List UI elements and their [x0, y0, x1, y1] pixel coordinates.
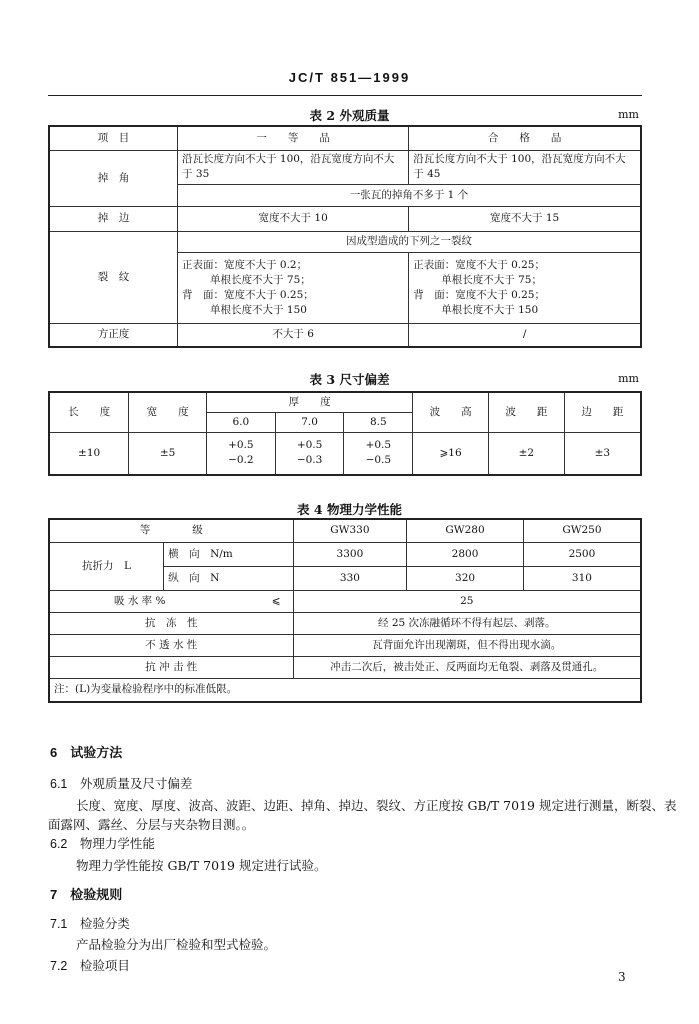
- t3-t70-upper: +0.5: [296, 439, 323, 452]
- t3-head-length: 长 度: [49, 392, 129, 432]
- t4-water-absorption-sign: ⩽: [271, 594, 281, 607]
- t3-wave-pitch-value: ±2: [488, 432, 564, 475]
- t4-transverse-gw330: 3300: [293, 542, 407, 566]
- t3-wave-height-value: ⩾16: [413, 432, 489, 475]
- table2-caption: 表 2 外观质量: [309, 108, 390, 123]
- t3-edge-pitch-value: ±3: [564, 432, 641, 475]
- t4-frost-label: 抗 冻 性: [49, 612, 293, 634]
- liewen-qualified-line: 正表面：宽度不大于 0.25；: [413, 258, 545, 271]
- diaojiao-common: 一张瓦的掉角不多于 1 个: [178, 184, 641, 206]
- t3-t85-upper: +0.5: [365, 439, 392, 452]
- fangzheng-qualified: /: [409, 323, 641, 347]
- table2-head-first: 一 等 品: [178, 126, 409, 150]
- liewen-first-line: 单根长度不大于 150: [210, 303, 307, 316]
- fangzheng-first: 不大于 6: [178, 323, 409, 347]
- section-6-1-para-line2: 面露网、露丝、分层与夹杂物目测。。: [48, 817, 255, 832]
- t4-grade-gw280: GW280: [407, 519, 524, 542]
- diaobian-qualified: 宽度不大于 15: [409, 206, 641, 231]
- liewen-qualified-line: 单根长度不大于 150: [441, 303, 539, 316]
- table2-appearance-quality: [48, 125, 642, 348]
- liewen-qualified-line: 背 面：宽度不大于 0.25；: [413, 288, 545, 301]
- t3-head-edge-pitch: 边 距: [564, 392, 641, 432]
- t4-longitudinal-gw280: 320: [407, 566, 524, 590]
- liewen-qualified-line: 单根长度不大于 75；: [441, 273, 542, 286]
- section-7-2-heading: 7.2 检验项目: [50, 959, 130, 973]
- t4-grade-label: 等 级: [49, 519, 293, 542]
- diaojiao-first: 沿瓦长度方向不大于 100，沿瓦宽度方向不大于 35: [178, 150, 409, 184]
- t3-head-wave-pitch: 波 距: [488, 392, 564, 432]
- t3-t85-lower: −0.5: [365, 454, 392, 467]
- table3-dimension-deviation: [48, 391, 642, 476]
- section-6-1-heading: 6.1 外观质量及尺寸偏差: [50, 777, 193, 791]
- liewen-first-line: 正表面：宽度不大于 0.2；: [182, 258, 308, 271]
- t4-impact-value: 冲击二次后，被击处正、反两面均无龟裂、剥落及贯通孔。: [293, 656, 641, 678]
- table2-head-qualified: 合 格 品: [409, 126, 641, 150]
- table4-caption: 表 4 物理力学性能: [297, 502, 402, 517]
- t3-width-value: ±5: [129, 432, 207, 475]
- t3-head-wave-height: 波 高: [413, 392, 489, 432]
- section-6-heading: 6 试验方法: [50, 745, 123, 760]
- t4-longitudinal-gw330: 330: [293, 566, 407, 590]
- t4-impermeability-value: 瓦背面允许出现潮斑，但不得出现水滴。: [293, 634, 641, 656]
- section-7-1-heading: 7.1 检验分类: [50, 917, 130, 931]
- liewen-first: [178, 252, 409, 323]
- t4-transverse-gw250: 2500: [523, 542, 641, 566]
- t3-length-value: ±10: [49, 432, 129, 475]
- t3-t60-upper: +0.5: [228, 439, 254, 452]
- t3-t85-value: [344, 432, 413, 475]
- diaobian-first: 宽度不大于 10: [178, 206, 409, 231]
- row-label-diaobian: 掉 边: [49, 206, 178, 231]
- t4-frost-value: 经 25 次冻融循环不得有起层、剥落。: [293, 612, 641, 634]
- row-label-liewen: 裂 纹: [49, 231, 178, 323]
- table2-head-item: 项 目: [49, 126, 178, 150]
- t4-water-absorption-value: 25: [293, 590, 641, 612]
- t4-water-absorption-text: 吸 水 率 %: [114, 594, 166, 607]
- t4-bending-transverse-label: 横 向 N/m: [164, 542, 294, 566]
- page-number: 3: [618, 970, 626, 984]
- row-label-diaojiao: 掉 角: [49, 150, 178, 206]
- t3-thickness-7: 7.0: [275, 412, 344, 432]
- row-label-fangzheng: 方正度: [49, 323, 178, 347]
- t4-bending-label: 抗折力 L: [49, 542, 164, 590]
- liewen-common: 因成型造成的下列之一裂纹: [178, 231, 641, 252]
- liewen-first-line: 单根长度不大于 75；: [210, 273, 311, 286]
- t3-t60-value: [206, 432, 275, 475]
- table3-caption: 表 3 尺寸偏差: [309, 372, 390, 387]
- liewen-first-line: 背 面：宽度不大于 0.25；: [182, 288, 314, 301]
- t4-bending-longitudinal-label: 纵 向 N: [164, 566, 294, 590]
- header-rule: [48, 95, 642, 96]
- diaojiao-qualified: 沿瓦长度方向不大于 100，沿瓦宽度方向不大于 45: [409, 150, 641, 184]
- t3-thickness-85: 8.5: [344, 412, 413, 432]
- t4-water-absorption-label: [49, 590, 293, 612]
- t4-note: 注：(L)为变量检验程序中的标准低限。: [49, 678, 641, 702]
- t4-grade-gw250: GW250: [523, 519, 641, 542]
- t3-t60-lower: −0.2: [228, 454, 254, 467]
- t4-grade-gw330: GW330: [293, 519, 407, 542]
- section-7-1-para: 产品检验分为出厂检验和型式检验。: [76, 937, 277, 952]
- document-header: JC/T 851—1999: [288, 70, 411, 85]
- t3-head-width: 宽 度: [129, 392, 207, 432]
- t3-thickness-6: 6.0: [206, 412, 275, 432]
- t4-impermeability-label: 不 透 水 性: [49, 634, 293, 656]
- t3-t70-value: [275, 432, 344, 475]
- t4-longitudinal-gw250: 310: [523, 566, 641, 590]
- section-6-2-heading: 6.2 物理力学性能: [50, 837, 155, 851]
- t4-transverse-gw280: 2800: [407, 542, 524, 566]
- t4-impact-label: 抗 冲 击 性: [49, 656, 293, 678]
- table2-unit: mm: [618, 108, 639, 121]
- section-7-heading: 7 检验规则: [50, 887, 123, 902]
- table3-unit: mm: [618, 372, 639, 385]
- t3-head-thickness: 厚 度: [206, 392, 412, 412]
- table4-physical-mechanical: [48, 518, 642, 703]
- section-6-1-para-line1: 长度、宽度、厚度、波高、波距、边距、掉角、掉边、裂纹、方正度按 GB/T 7019 规定进行测量，断裂、表: [76, 798, 677, 813]
- t3-t70-lower: −0.3: [296, 454, 323, 467]
- liewen-qualified: [409, 252, 641, 323]
- section-6-2-para: 物理力学性能按 GB/T 7019 规定进行试验。: [76, 858, 327, 873]
